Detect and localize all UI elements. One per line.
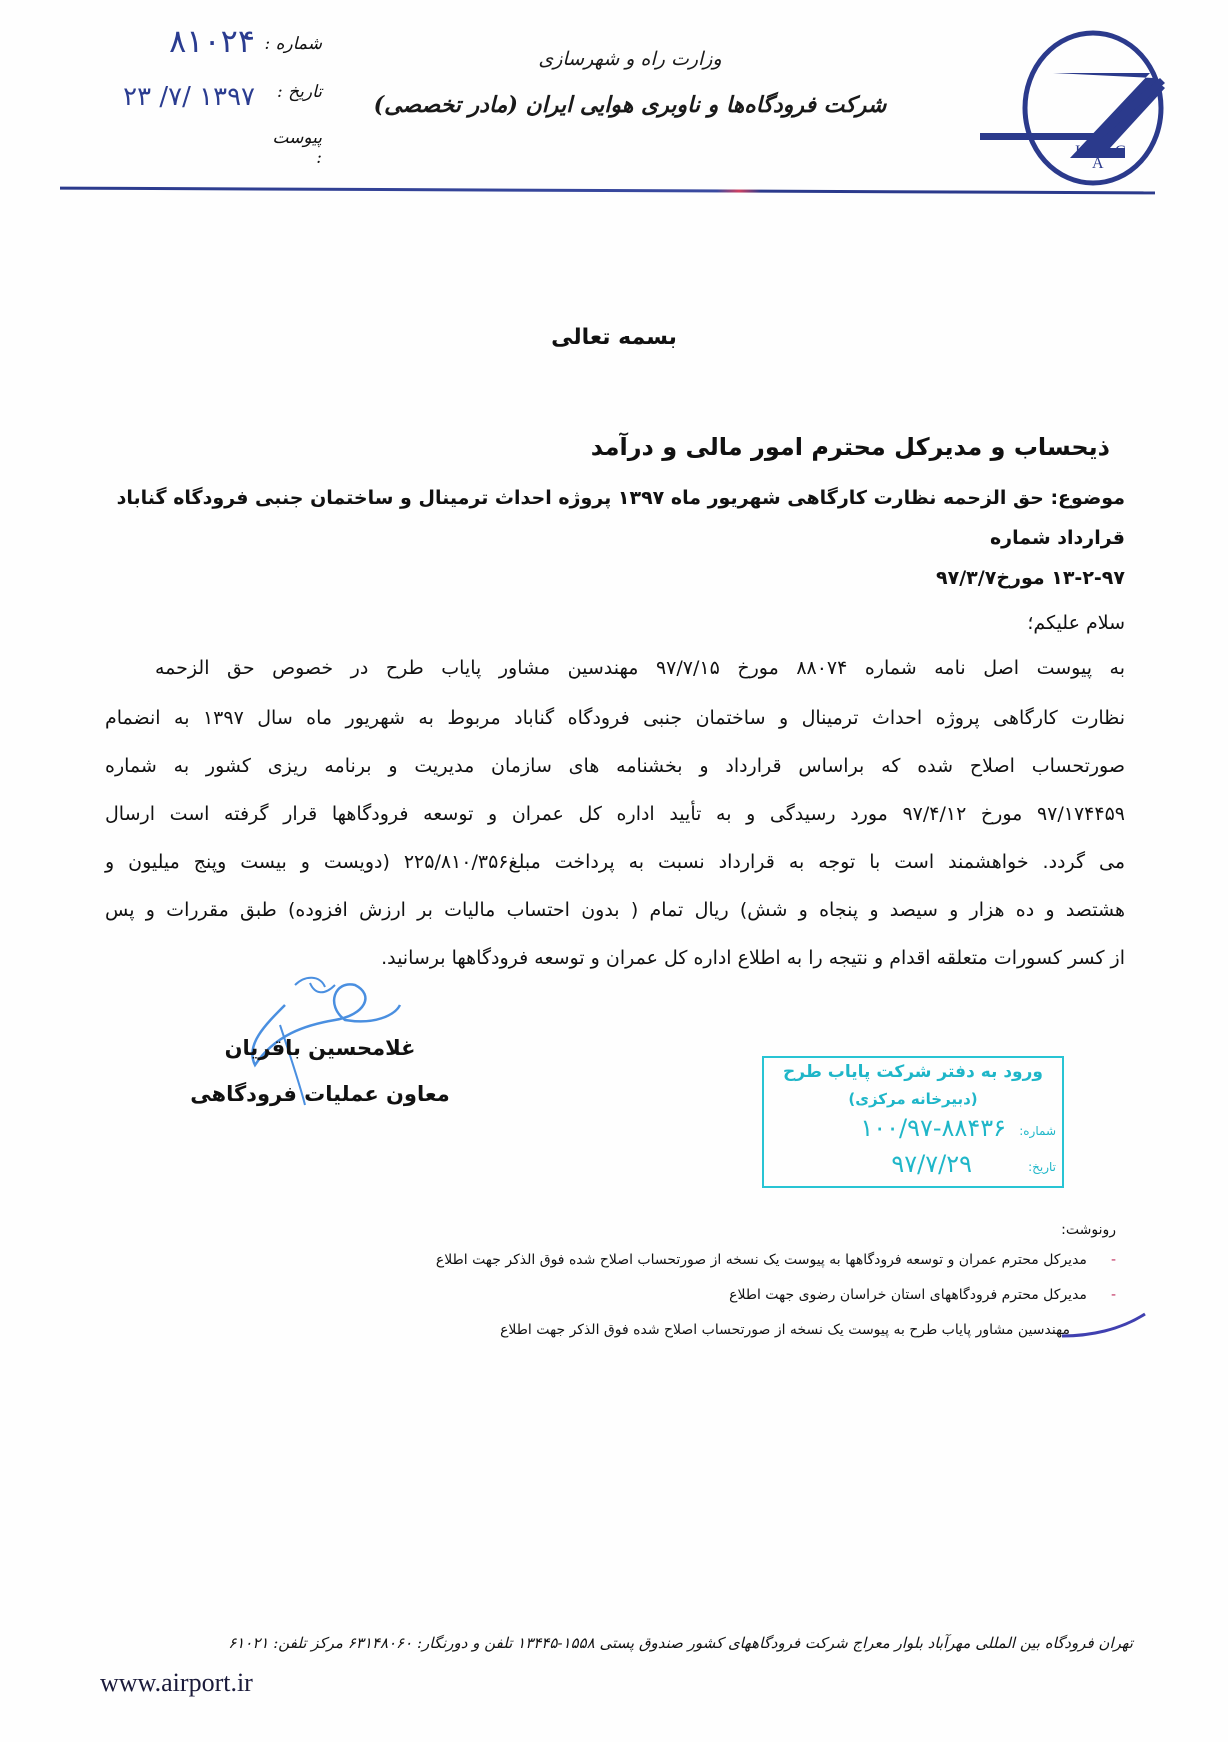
- svg-text:A: A: [1092, 155, 1104, 172]
- subject-line-1: موضوع: حق الزحمه نظارت کارگاهی شهریور ماه ۱۳۹۷ پروژه احداث ترمینال و ساختمان جنبی فرودگاه گناباد قرارداد شماره: [116, 487, 1125, 549]
- check-mark-stroke: [1060, 1310, 1150, 1340]
- subject-block: [85, 478, 1125, 598]
- cc-item: -مدیرکل محترم فرودگاههای استان خراسان رضوی جهت اطلاع: [729, 1287, 1116, 1303]
- body-line: ۹۷/۱۷۴۴۵۹ مورخ ۹۷/۴/۱۲ مورد رسیدگی و به تأیید اداره کل عمران و توسعه فرودگاهها قرار گرفته است ارسال: [105, 803, 1125, 825]
- stamp-line-1: ورود به دفتر شرکت پایاب طرح: [783, 1062, 1043, 1082]
- iac-logo: [975, 28, 1175, 188]
- cc-item-text: مدیرکل محترم عمران و توسعه فرودگاهها به پیوست یک نسخه از صورتحساب اصلاح شده فوق الذکر جهت اطلاع: [435, 1252, 1087, 1268]
- body-line: از کسر کسورات متعلقه اقدام و نتیجه را به اطلاع اداره کل عمران و توسعه فرودگاهها برسانید.: [381, 947, 1125, 969]
- svg-text:I: I: [1075, 143, 1081, 160]
- cc-item: مهندسین مشاور پایاب طرح به پیوست یک نسخه از صورتحساب اصلاح شده فوق الذکر جهت اطلاع: [500, 1322, 1070, 1338]
- cc-label: رونوشت:: [1061, 1222, 1116, 1238]
- stamp-line-2: (دبیرخانه مرکزی): [848, 1090, 978, 1108]
- footer-website[interactable]: www.airport.ir: [100, 1668, 253, 1697]
- stamp-date: ۹۷/۷/۲۹: [891, 1150, 972, 1178]
- greeting: سلام علیکم؛: [1027, 612, 1125, 634]
- body-line: هشتصد و ده هزار و سیصد و پنجاه و شش) ریال تمام ( بدون احتساب مالیات بر ارزش افزوده) طبق مقررات و پس: [105, 899, 1125, 921]
- company-name: شرکت فرودگاه‌ها و ناوبری هوایی ایران (مادر تخصصی): [373, 92, 887, 118]
- body-line: نظارت کارگاهی پروژه احداث ترمینال و ساختمان جنبی فرودگاه گناباد مربوط به شهریور ماه سال ۱۳۹۷ به انضمام: [105, 707, 1126, 729]
- body-line: صورتحساب اصلاح شده که براساس قرارداد و بخشنامه های سازمان مدیریت و برنامه ریزی کشور به شماره: [105, 755, 1125, 777]
- letter-date: ۱۳۹۷ /۷/ ۲۳: [123, 82, 255, 112]
- invocation: بسمه تعالی: [551, 325, 677, 350]
- body-line: به پیوست اصل نامه شماره ۸۸۰۷۴ مورخ ۹۷/۷/۱۵ مهندسین مشاور پایاب طرح در خصوص حق الزحمه: [155, 657, 1125, 679]
- number-label: شماره :: [264, 34, 322, 54]
- stamp-number: ۱۰۰/۹۷-۸۸۴۳۶: [860, 1114, 1006, 1142]
- body-line: می گردد. خواهشمند است با توجه به قرارداد نسبت به پرداخت مبلغ۲۲۵/۸۱۰/۳۵۶ (دویست و بیست وپنج میلیون و: [105, 851, 1125, 873]
- addressee: ذیحساب و مدیرکل محترم امور مالی و درآمد: [590, 433, 1110, 461]
- signatory-title: معاون عملیات فرودگاهی: [190, 1082, 450, 1106]
- stamp-date-label: تاریخ:: [1028, 1160, 1056, 1174]
- attachment-label: پیوست :: [272, 128, 322, 168]
- cc-item: -مدیرکل محترم عمران و توسعه فرودگاهها به پیوست یک نسخه از صورتحساب اصلاح شده فوق الذکر جهت اطلاع: [435, 1252, 1116, 1268]
- subject-line-2: ۱۳-۲-۹۷ مورخ۹۷/۳/۷: [936, 567, 1125, 589]
- letter-number: ۸۱۰۲۴: [169, 22, 255, 60]
- footer-address: تهران فرودگاه بین المللی مهرآباد بلوار معراج شرکت فرودگاههای کشور صندوق پستی ۱۵۵۸-۱۳۴۴۵ تلفن و دورنگار: ۶۳۱۴۸۰۶۰ مرکز تلفن: ۶۱۰۲۱: [228, 1634, 1133, 1652]
- ministry-name: وزارت راه و شهرسازی: [538, 48, 722, 70]
- stamp-number-label: شماره:: [1019, 1124, 1056, 1138]
- date-label: تاریخ :: [277, 82, 322, 102]
- signatory-name: غلامحسین باقریان: [224, 1036, 416, 1060]
- received-stamp: [762, 1056, 1064, 1188]
- svg-text:C: C: [1115, 143, 1126, 160]
- cc-item-text: مدیرکل محترم فرودگاههای استان خراسان رضوی جهت اطلاع: [729, 1287, 1087, 1303]
